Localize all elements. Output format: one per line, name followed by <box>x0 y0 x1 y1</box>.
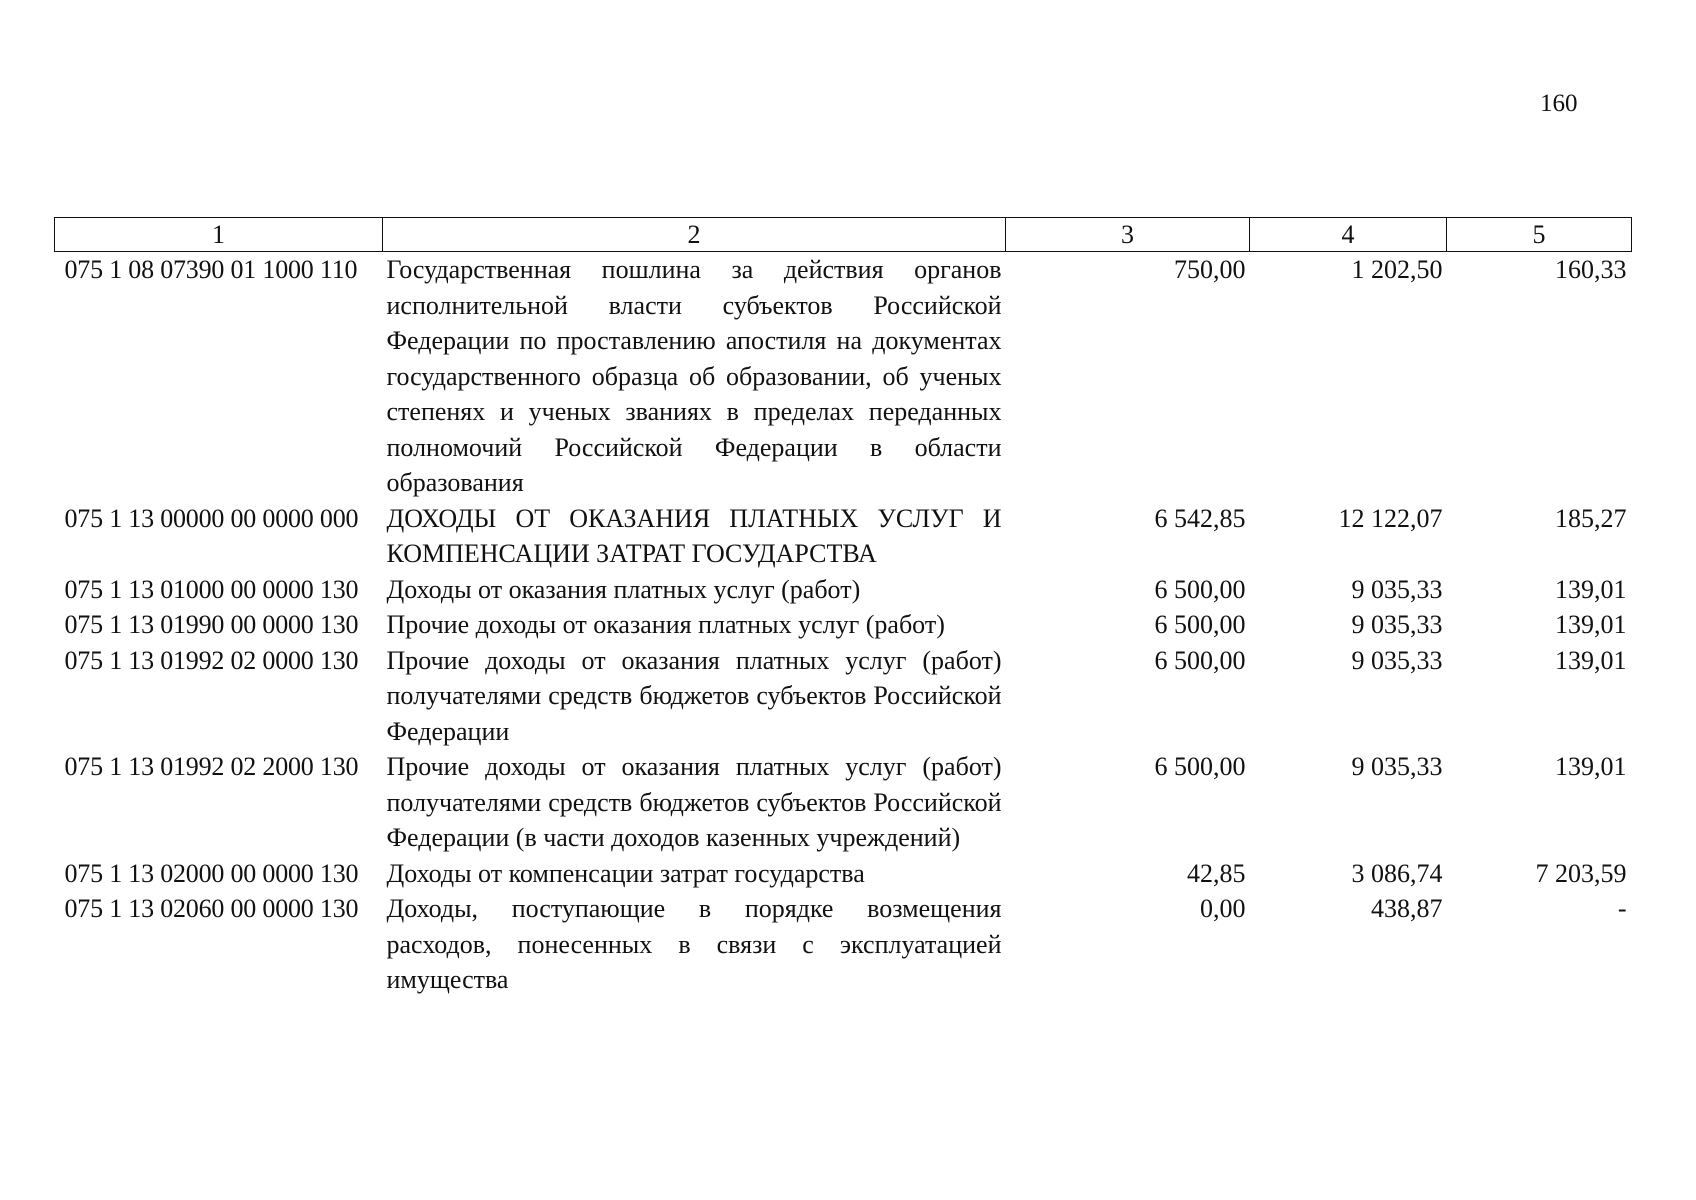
value-col4-cell: 12 122,07 <box>1338 503 1443 533</box>
value-col4-cell: 438,87 <box>1371 894 1443 923</box>
column-header-1: 1 <box>55 218 383 252</box>
budget-code-cell: 075 1 13 01992 02 0000 130 <box>64 645 359 675</box>
revenue-name-cell: ДОХОДЫ ОТ ОКАЗАНИЯ ПЛАТНЫХ УСЛУГ И КОМПЕНСАЦИИ ЗАТРАТ ГОСУДАРСТВА <box>386 503 1002 568</box>
table-row <box>55 891 1632 998</box>
table-row <box>55 856 1632 892</box>
budget-code-cell: 075 1 13 00000 00 0000 000 <box>64 503 359 533</box>
budget-code-cell: 075 1 13 01000 00 0000 130 <box>64 574 359 604</box>
column-header-4: 4 <box>1250 218 1447 252</box>
value-col5-cell: 185,27 <box>1555 503 1627 533</box>
column-header-3: 3 <box>1006 218 1250 252</box>
value-col3-cell: 0,00 <box>1200 894 1246 923</box>
budget-code-cell: 075 1 08 07390 01 1000 110 <box>64 255 358 284</box>
value-col5-cell: 160,33 <box>1555 255 1627 284</box>
value-col3-cell: 6 500,00 <box>1154 645 1246 675</box>
table-header-row <box>55 218 1632 252</box>
value-col5-cell: 139,01 <box>1555 645 1627 675</box>
value-col3-cell: 6 542,85 <box>1154 503 1246 533</box>
table-row <box>55 252 1632 501</box>
revenue-name-cell: Государственная пошлина за действия органов исполнительной власти субъектов Российской Федерации по проставлению апостиля на документах государственного образца об образовании, об ученых степенях и ученых званиях в пределах переданных полномочий Российской Федерации в области образования <box>386 255 1002 497</box>
budget-code-cell: 075 1 13 02000 00 0000 130 <box>64 858 359 888</box>
value-col4-cell: 9 035,33 <box>1351 574 1443 604</box>
value-col4-cell: 9 035,33 <box>1351 610 1443 639</box>
value-col3-cell: 6 500,00 <box>1154 574 1246 604</box>
column-header-2: 2 <box>383 218 1006 252</box>
value-col4-cell: 1 202,50 <box>1351 255 1443 284</box>
value-col4-cell: 3 086,74 <box>1351 858 1443 888</box>
revenue-name-cell: Прочие доходы от оказания платных услуг (работ) получателями средств бюджетов субъектов Российской Федерации (в части доходов казенных учреждений) <box>386 752 1002 852</box>
revenue-table <box>54 217 1632 998</box>
budget-code-cell: 075 1 13 01990 00 0000 130 <box>64 610 359 639</box>
revenue-name-cell: Прочие доходы от оказания платных услуг (работ) получателями средств бюджетов субъектов Российской Федерации <box>386 645 1002 746</box>
value-col5-cell: 139,01 <box>1555 610 1627 639</box>
value-col5-cell: 139,01 <box>1555 574 1627 604</box>
table-row <box>55 607 1632 643</box>
value-col3-cell: 750,00 <box>1174 255 1246 284</box>
value-col4-cell: 9 035,33 <box>1351 645 1443 675</box>
budget-code-cell: 075 1 13 01992 02 2000 130 <box>64 752 359 781</box>
revenue-name-cell: Доходы, поступающие в порядке возмещения расходов, понесенных в связи с эксплуатацией имущества <box>386 894 1002 994</box>
table-row <box>55 643 1632 750</box>
value-col3-cell: 42,85 <box>1187 858 1246 888</box>
revenue-name-cell: Доходы от оказания платных услуг (работ) <box>386 574 861 604</box>
budget-code-cell: 075 1 13 02060 00 0000 130 <box>64 894 359 923</box>
table-row <box>55 749 1632 856</box>
column-header-5: 5 <box>1447 218 1632 252</box>
table-row <box>55 572 1632 608</box>
value-col3-cell: 6 500,00 <box>1154 610 1246 639</box>
value-col5-cell: 7 203,59 <box>1535 858 1627 888</box>
page-number: 160 <box>1540 90 1578 117</box>
value-col4-cell: 9 035,33 <box>1351 752 1443 781</box>
value-col3-cell: 6 500,00 <box>1154 752 1246 781</box>
revenue-table-container <box>54 217 1631 998</box>
value-col5-cell: - <box>1617 894 1627 923</box>
revenue-name-cell: Доходы от компенсации затрат государства <box>386 858 865 888</box>
table-row <box>55 501 1632 572</box>
revenue-name-cell: Прочие доходы от оказания платных услуг (работ) <box>386 610 945 639</box>
value-col5-cell: 139,01 <box>1555 752 1627 781</box>
